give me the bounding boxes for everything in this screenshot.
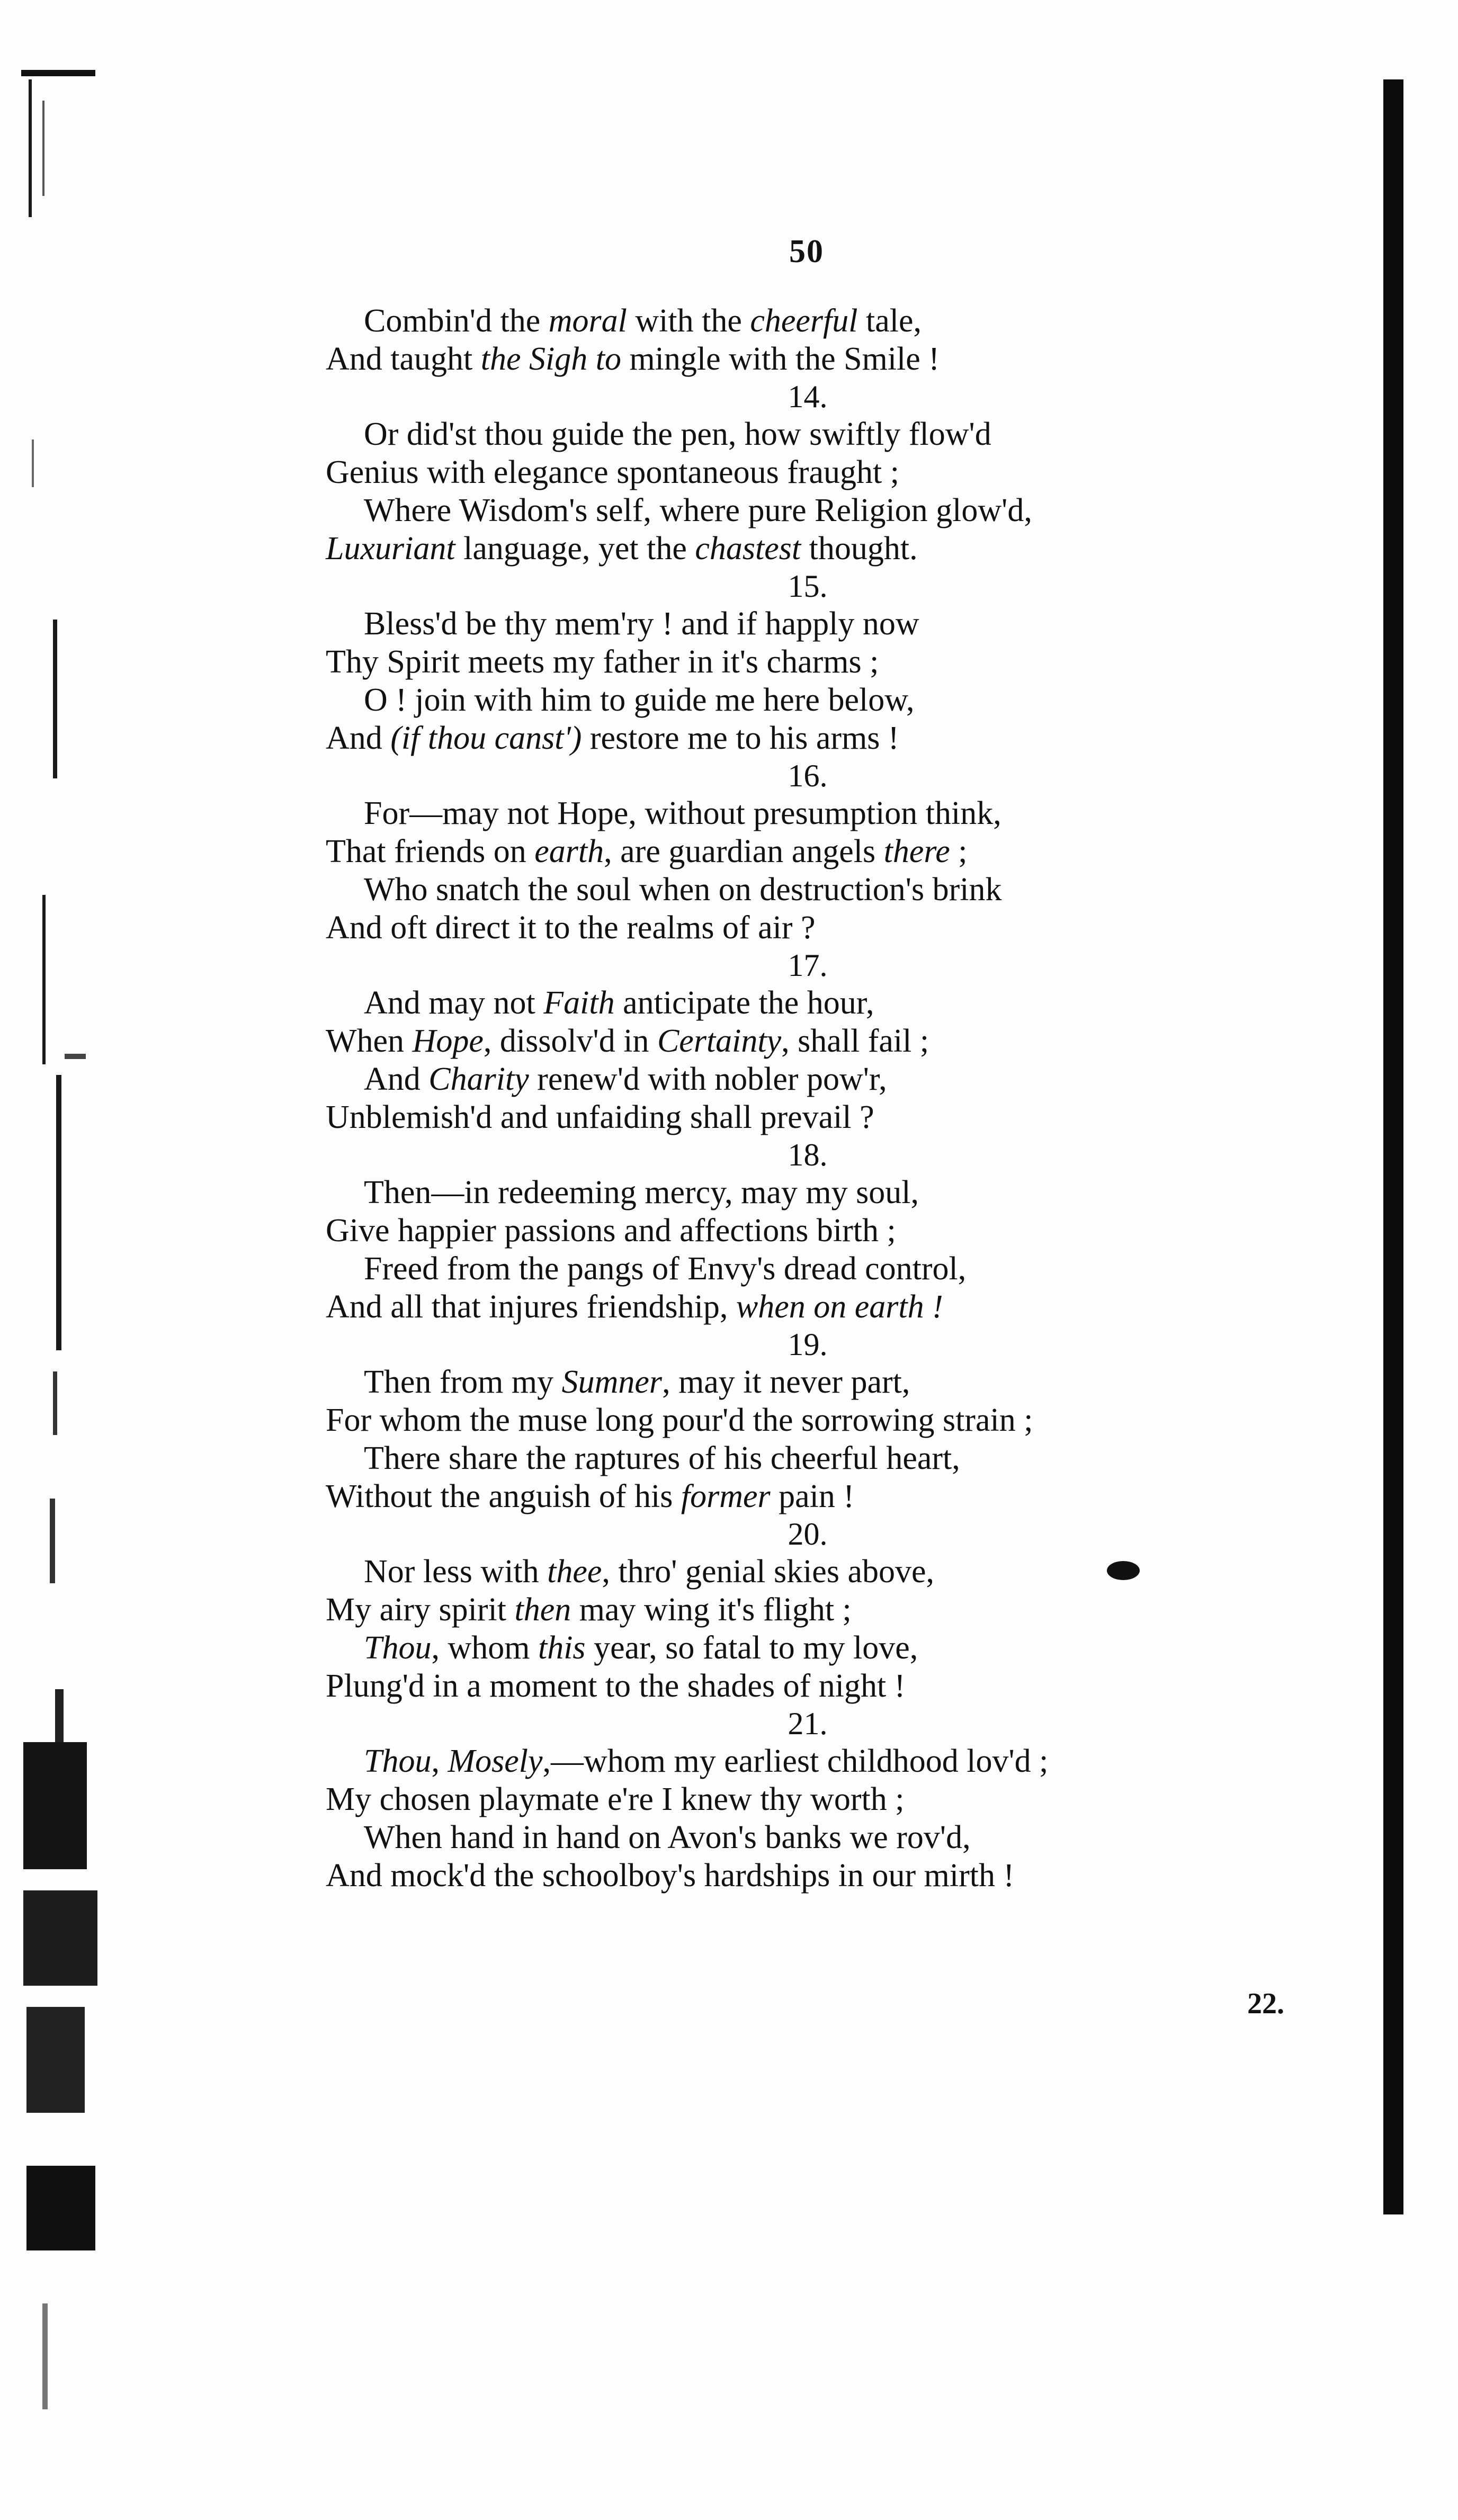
verse-line: For whom the muse long pour'd the sorrowing strain ; bbox=[326, 1402, 1033, 1438]
stanza-number: 15. bbox=[788, 569, 828, 604]
verse-line: Combin'd the moral with the cheerful tale, bbox=[364, 303, 922, 339]
stanza-number: 20. bbox=[788, 1517, 828, 1552]
verse-line: And (if thou canst') restore me to his arms ! bbox=[326, 720, 899, 756]
verse-line: Thou, Mosely,—whom my earliest childhood lov'd ; bbox=[364, 1743, 1049, 1779]
verse-line: When Hope, dissolv'd in Certainty, shall fail ; bbox=[326, 1023, 929, 1059]
verse-line: There share the raptures of his cheerful heart, bbox=[364, 1440, 960, 1476]
verse-line: Unblemish'd and unfaiding shall prevail ? bbox=[326, 1099, 874, 1135]
verse-line: Or did'st thou guide the pen, how swiftly flow'd bbox=[364, 416, 991, 452]
verse-line: And Charity renew'd with nobler pow'r, bbox=[364, 1061, 887, 1097]
verse-line: Plung'd in a moment to the shades of night ! bbox=[326, 1668, 906, 1704]
verse-line: My chosen playmate e're I knew thy worth ; bbox=[326, 1781, 905, 1817]
verse-line: For—may not Hope, without presumption think, bbox=[364, 795, 1001, 831]
stanza-number: 18. bbox=[788, 1137, 828, 1172]
verse-line: O ! join with him to guide me here below, bbox=[364, 682, 915, 718]
verse-line: Then—in redeeming mercy, may my soul, bbox=[364, 1174, 919, 1210]
verse-line: Nor less with thee, thro' genial skies above, bbox=[364, 1554, 934, 1590]
poem-text bbox=[326, 302, 1258, 1895]
verse-line: Without the anguish of his former pain ! bbox=[326, 1478, 855, 1514]
verse-line: Thou, whom this year, so fatal to my love, bbox=[364, 1630, 918, 1666]
verse-line: Then from my Sumner, may it never part, bbox=[364, 1364, 910, 1400]
verse-line: Thy Spirit meets my father in it's charms ; bbox=[326, 644, 879, 680]
verse-line: My airy spirit then may wing it's flight ; bbox=[326, 1592, 852, 1628]
verse-line: That friends on earth, are guardian angels there ; bbox=[326, 833, 968, 869]
catchword: 22. bbox=[1247, 1987, 1284, 2020]
stanza-number: 21. bbox=[788, 1706, 828, 1741]
verse-line: And mock'd the schoolboy's hardships in our mirth ! bbox=[326, 1858, 1015, 1894]
verse-line: Freed from the pangs of Envy's dread control, bbox=[364, 1251, 967, 1287]
stanza-number: 14. bbox=[788, 379, 828, 414]
verse-line: And oft direct it to the realms of air ? bbox=[326, 910, 816, 946]
verse-line: Genius with elegance spontaneous fraught ; bbox=[326, 454, 899, 490]
left-gutter bbox=[21, 69, 106, 2452]
verse-line: Who snatch the soul when on destruction's brink bbox=[364, 872, 1002, 908]
verse-line: And all that injures friendship, when on earth ! bbox=[326, 1289, 943, 1325]
verse-line: Where Wisdom's self, where pure Religion glow'd, bbox=[364, 492, 1032, 528]
verse-line: And taught the Sigh to mingle with the Smile ! bbox=[326, 341, 940, 377]
verse-line: Give happier passions and affections birth ; bbox=[326, 1213, 896, 1249]
stanza-number: 19. bbox=[788, 1327, 828, 1362]
verse-line: And may not Faith anticipate the hour, bbox=[364, 985, 874, 1021]
verse-line: When hand in hand on Avon's banks we rov'd, bbox=[364, 1819, 971, 1855]
stanza-number: 17. bbox=[788, 948, 828, 983]
scan-edge-bar bbox=[1383, 79, 1403, 2214]
page-number: 50 bbox=[789, 234, 824, 270]
stanza-number: 16. bbox=[788, 758, 828, 793]
verse-line: Bless'd be thy mem'ry ! and if happly now bbox=[364, 606, 919, 642]
verse-line: Luxuriant language, yet the chastest thought. bbox=[326, 531, 918, 567]
